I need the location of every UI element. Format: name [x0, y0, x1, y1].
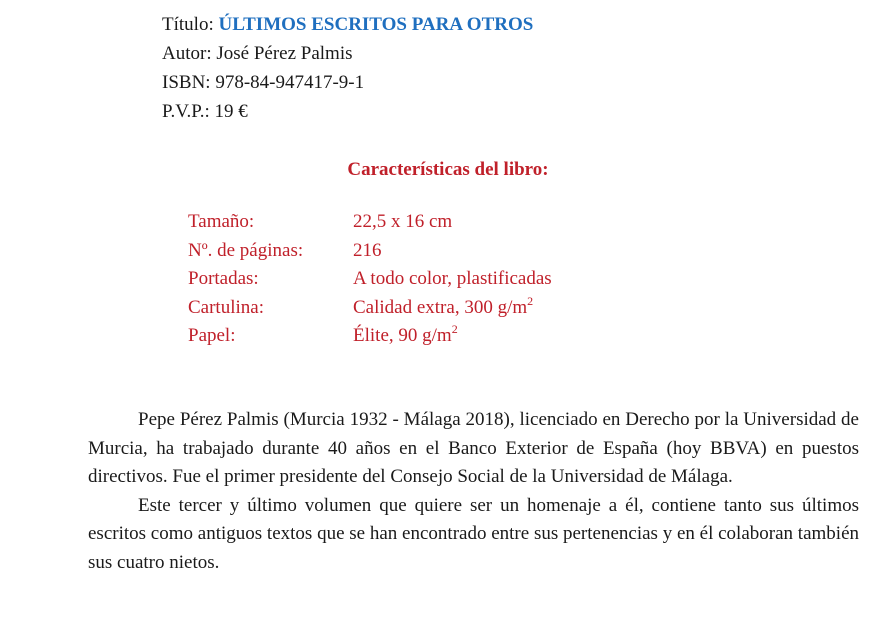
- feature-value-wrap: [353, 294, 533, 323]
- book-author: José Pérez Palmis: [216, 43, 353, 64]
- features-list: [188, 208, 552, 351]
- feature-label: Cartulina:: [188, 296, 264, 318]
- feature-row: [188, 265, 552, 294]
- book-isbn: 978-84-947417-9-1: [215, 72, 365, 93]
- superscript: 2: [451, 322, 458, 336]
- superscript: 2: [527, 293, 534, 308]
- feature-label: Portadas:: [188, 268, 259, 289]
- feature-value: 22,5 x 16 cm: [353, 211, 453, 232]
- feature-row: [188, 237, 552, 266]
- isbn-label: ISBN:: [162, 72, 211, 93]
- features-heading: Características del libro:: [347, 159, 549, 180]
- author-label: Autor:: [162, 43, 212, 64]
- feature-label: Papel:: [188, 325, 236, 346]
- title-label: Título:: [162, 14, 214, 35]
- feature-value: Élite, 90 g/m: [353, 325, 452, 346]
- price-row: [162, 97, 533, 126]
- title-row: [162, 10, 533, 39]
- feature-label: Nº. de páginas:: [188, 239, 304, 261]
- feature-row: [188, 322, 552, 351]
- description-paragraph: Este tercer y último volumen que quiere ser un homenaje a él, contiene tanto sus últimos escritos como antiguos textos que se han encontrado entre sus pertenencias y en él colaboran también sus cuatro nietos.: [88, 494, 859, 573]
- feature-row: [188, 294, 552, 323]
- author-row: [162, 39, 533, 68]
- price-label: P.V.P.:: [162, 101, 210, 122]
- book-title: ÚLTIMOS ESCRITOS PARA OTROS: [218, 14, 534, 35]
- isbn-row: [162, 68, 533, 97]
- feature-value: Calidad extra, 300 g/m: [353, 296, 528, 318]
- feature-value: A todo color, plastificadas: [353, 268, 552, 289]
- book-metadata: [162, 10, 533, 126]
- description: [88, 406, 859, 577]
- book-price: 19 €: [214, 101, 248, 122]
- feature-row: [188, 208, 552, 237]
- feature-label: Tamaño:: [188, 211, 255, 232]
- feature-value-wrap: [353, 322, 458, 351]
- description-paragraph: Pepe Pérez Palmis (Murcia 1932 - Málaga 2018), licenciado en Derecho por la Universidad de Murcia, ha trabajado durante 40 años en el Banco Exterior de España (hoy BBVA) en puestos directivos. Fue el primer presidente del Consejo Social de la Universidad de Málaga.: [88, 409, 859, 487]
- feature-value: 216: [353, 239, 382, 261]
